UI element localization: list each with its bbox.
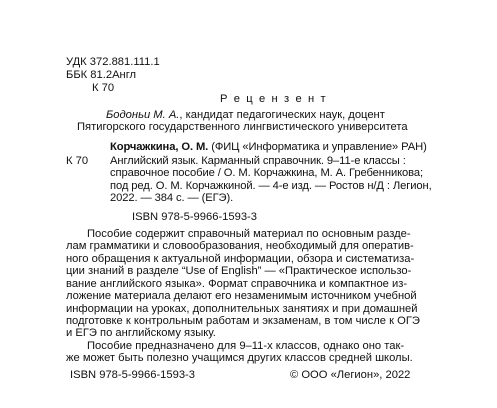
- bib-line-4: под ред. О. М. Корчажкиной. — 4-е изд. — Ростов н/Д : Легион,: [110, 180, 432, 192]
- bib-line-3: справочное пособие / О. М. Корчажкина, М. А. Гребенникова;: [110, 167, 423, 179]
- bib-line-1: [110, 141, 427, 153]
- annotation-line-1: Пособие содержит справочный материал по основным разде-: [87, 228, 411, 240]
- bib-mark: К 70: [66, 155, 89, 167]
- annotation-line-3: ного обращения к актуальной информации, обзора и систематиза-: [66, 253, 415, 265]
- annotation-line-6: ложение материала делают его незаменимым источником учебной: [66, 290, 417, 302]
- udk-code: УДК 372.881.111.1: [66, 56, 160, 68]
- footer-isbn: ISBN 978-5-9966-1593-3: [70, 369, 196, 381]
- annotation-line-7: информации на уроках, дополнительных занятиях и при домашней: [66, 303, 418, 315]
- annotation-line-9: и ЕГЭ по английскому языку.: [66, 327, 216, 339]
- annotation-line-10: Пособие предназначено для 9–11-х классов, однако оно так-: [87, 340, 405, 352]
- bib-author: Корчажкина, О. М.: [110, 141, 209, 153]
- reviewer-line: [106, 109, 385, 121]
- reviewer-name: Бодоньи М. А.: [106, 109, 180, 121]
- bib-isbn: ISBN 978-5-9966-1593-3: [132, 211, 258, 223]
- annotation-line-8: подготовке к контрольным работам и экзаменам, в том числе к ОГЭ: [66, 315, 420, 327]
- annotation-line-5: вание английского языка». Формат справочника и компактное из-: [66, 278, 408, 290]
- bib-line-5: 2022. — 384 с. — (ЕГЭ).: [110, 192, 234, 204]
- reviewer-degree: , кандидат педагогических наук, доцент: [179, 109, 385, 121]
- bib-author-affiliation: (ФИЦ «Информатика и управление» РАН): [208, 141, 427, 153]
- bib-line-2: Английский язык. Карманный справочник. 9–11-е классы :: [110, 155, 406, 167]
- annotation-line-2: лам грамматики и словообразования, необходимый для оператив-: [66, 240, 414, 252]
- footer-copyright: © ООО «Легион», 2022: [290, 369, 411, 381]
- author-mark: К 70: [92, 82, 115, 94]
- reviewer-affiliation: Пятигорского государственного лингвистического университета: [77, 121, 408, 133]
- bbk-code: ББК 81.2Англ: [66, 69, 137, 81]
- reviewer-heading: Р е ц е н з е н т: [220, 93, 328, 105]
- annotation-line-11: же может быть полезно учащимся других классов средней школы.: [66, 352, 413, 364]
- annotation-line-4: ции знаний в разделе “Use of English” — «Практическое использо-: [66, 265, 412, 277]
